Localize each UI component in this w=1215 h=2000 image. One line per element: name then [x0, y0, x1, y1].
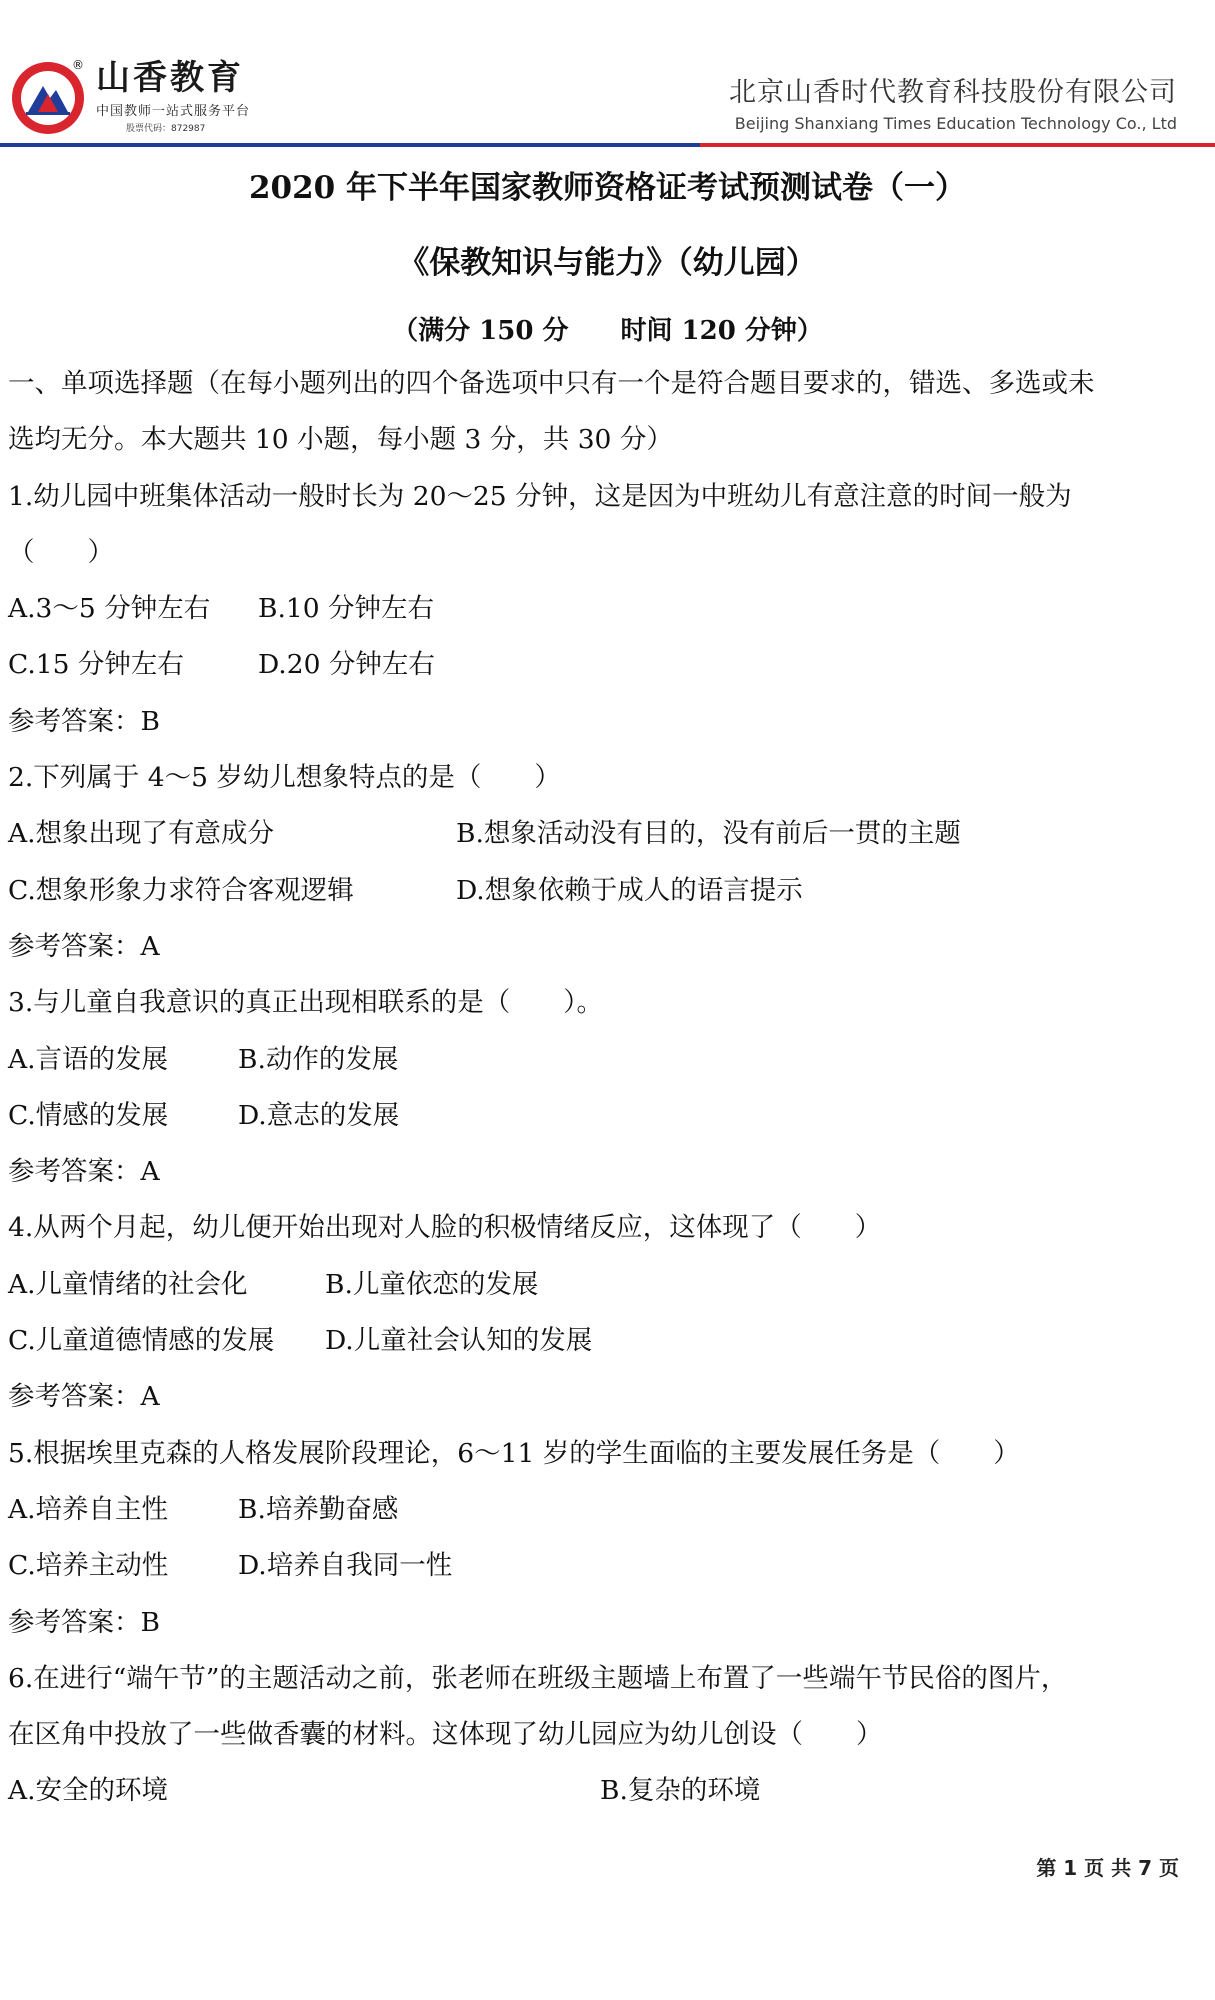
q4-option-d: D.儿童社会认知的发展 [325, 1325, 593, 1357]
header-rule-red [700, 143, 1215, 147]
question-3-options-ab [8, 1032, 1208, 1088]
page-header [0, 0, 1215, 150]
question-5-stem: 5.根据埃里克森的人格发展阶段理论，6～11 岁的学生面临的主要发展任务是（ ） [8, 1437, 1020, 1469]
question-1-options-ab [8, 581, 1208, 637]
question-2-stem: 2.下列属于 4～5 岁幼儿想象特点的是（ ） [8, 762, 561, 794]
question-4-options-cd [8, 1313, 1208, 1369]
q3-option-c: C.情感的发展 [8, 1099, 169, 1131]
q3-option-d: D.意志的发展 [238, 1099, 400, 1131]
question-3-stem: 3.与儿童自我意识的真正出现相联系的是（ ）。 [8, 987, 604, 1019]
q2-option-c: C.想象形象力求符合客观逻辑 [8, 874, 354, 906]
question-1-answer: 参考答案：B [8, 705, 160, 737]
q5-option-a: A.培养自主性 [8, 1493, 169, 1525]
question-5-options-ab [8, 1482, 1208, 1538]
brand-slogan: 中国教师一站式服务平台 [96, 104, 251, 119]
registered-mark: ® [72, 58, 84, 72]
q1-option-c: C.15 分钟左右 [8, 649, 184, 681]
question-4-options-ab [8, 1257, 1208, 1313]
question-3-options-cd [8, 1088, 1208, 1144]
q2-option-b: B.想象活动没有目的，没有前后一贯的主题 [456, 818, 961, 850]
subject-title: 《保教知识与能力》（幼儿园） [398, 245, 817, 281]
q4-option-a: A.儿童情绪的社会化 [8, 1268, 248, 1300]
q1-option-a: A.3～5 分钟左右 [8, 593, 211, 625]
q5-option-c: C.培养主动性 [8, 1550, 169, 1582]
brand-block [96, 58, 250, 134]
q3-option-b: B.动作的发展 [238, 1043, 399, 1075]
question-3-answer: 参考答案：A [8, 1156, 160, 1188]
q5-option-d: D.培养自我同一性 [238, 1550, 453, 1582]
q1-option-b: B.10 分钟左右 [258, 593, 435, 625]
question-2-options-cd [8, 863, 1208, 919]
q4-option-c: C.儿童道德情感的发展 [8, 1325, 275, 1357]
q5-option-b: B.培养勤奋感 [238, 1493, 399, 1525]
section-instructions-1: 一、单项选择题（在每小题列出的四个备选项中只有一个是符合题目要求的，错选、多选或未 [8, 368, 1095, 399]
q6-option-a: A.安全的环境 [8, 1775, 169, 1807]
exam-info: （满分 150 分 时间 120 分钟） [392, 316, 823, 346]
q2-option-d: D.想象依赖于成人的语言提示 [456, 874, 803, 906]
question-2-options-ab [8, 806, 1208, 862]
question-1-stem-cont: （ ） [8, 536, 114, 568]
question-4-stem: 4.从两个月起，幼儿便开始出现对人脸的积极情绪反应，这体现了（ ） [8, 1212, 882, 1244]
question-6-stem: 6.在进行“端午节”的主题活动之前，张老师在班级主题墙上布置了一些端午节民俗的图片， [8, 1662, 1068, 1694]
question-6-options-ab [8, 1763, 1208, 1819]
company-name-cn: 北京山香时代教育科技股份有限公司 [729, 77, 1177, 108]
q1-option-d: D.20 分钟左右 [258, 649, 435, 681]
header-rule-blue [0, 143, 700, 147]
q4-option-b: B.儿童依恋的发展 [325, 1268, 539, 1300]
question-5-options-cd [8, 1538, 1208, 1594]
company-name-en: Beijing Shanxiang Times Education Technology Co., Ltd [734, 114, 1177, 133]
exam-title: 2020 年下半年国家教师资格证考试预测试卷（一） [248, 170, 967, 206]
exam-content [8, 356, 1208, 1820]
stock-code: 股票代码：872987 [126, 124, 206, 134]
question-6-stem-cont: 在区角中投放了一些做香囊的材料。这体现了幼儿园应为幼儿创设（ ） [8, 1719, 883, 1751]
brand-name: 山香教育 [96, 58, 244, 98]
page-number: 第 1 页 共 7 页 [1036, 1856, 1179, 1880]
question-1-stem: 1.幼儿园中班集体活动一般时长为 20～25 分钟，这是因为中班幼儿有意注意的时间一般为 [8, 480, 1072, 512]
question-1-options-cd [8, 637, 1208, 693]
q3-option-a: A.言语的发展 [8, 1043, 169, 1075]
section-instructions-2: 选均无分。本大题共 10 小题，每小题 3 分，共 30 分） [8, 424, 673, 456]
q2-option-a: A.想象出现了有意成分 [8, 818, 275, 850]
question-2-answer: 参考答案：A [8, 930, 160, 962]
question-5-answer: 参考答案：B [8, 1606, 160, 1638]
q6-option-b: B.复杂的环境 [600, 1775, 761, 1807]
company-block [729, 76, 1177, 133]
question-4-answer: 参考答案：A [8, 1381, 160, 1413]
